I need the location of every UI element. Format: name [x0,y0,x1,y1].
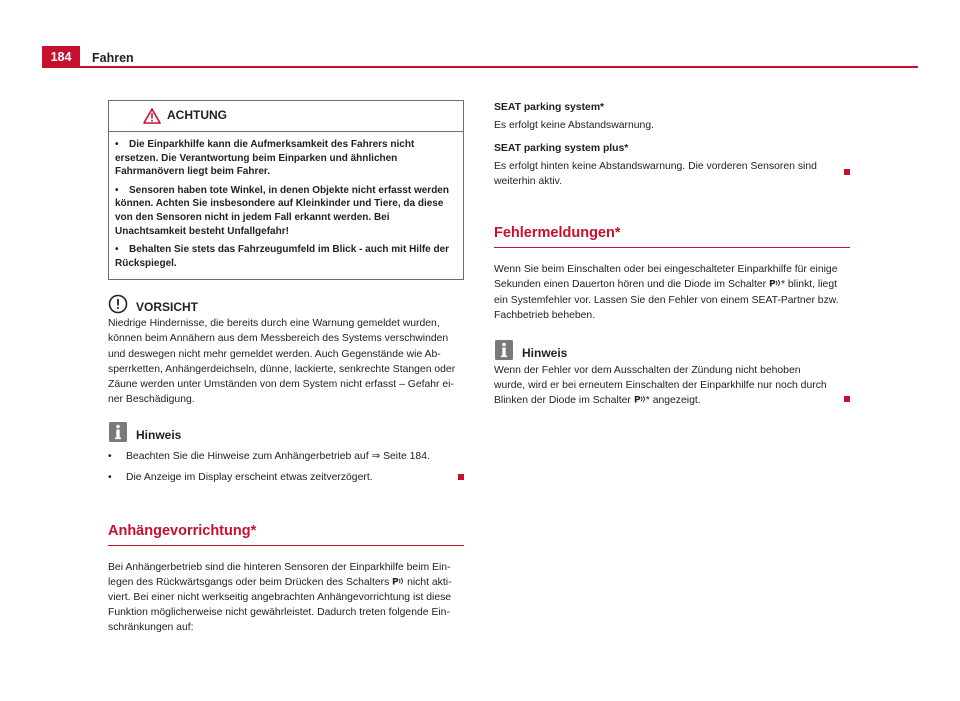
hint-item: • Beachten Sie die Hinweise zum Anhängerbetrieb auf ⇒ Seite 184. [108,449,464,464]
parking-switch-icon [392,576,404,586]
svg-text:P: P [768,279,776,289]
seat-plus-text: Es erfolgt hinten keine Abstandswarnung. Die vorderen Sensoren sind weiterhin aktiv. [494,161,817,188]
trailer-section-title: Anhängevorrichtung* [108,521,464,546]
hint-header [494,339,850,361]
section-end-mark [844,396,850,402]
hint-title: Hinweis [136,428,182,443]
left-column [108,100,464,635]
page-number: 184 [42,46,80,68]
info-icon [108,421,128,443]
errors-section-title: Fehlermeldungen* [494,223,850,248]
warning-item: • Behalten Sie stets das Fahrzeugumfeld im Blick - auch mit Hilfe der Rückspiegel. [115,244,450,269]
svg-text:P: P [392,577,399,587]
info-icon [494,339,514,361]
svg-text:P: P [633,395,641,404]
trailer-text: Bei Anhängerbetrieb sind die hinteren Sensoren der Einparkhilfe beim Einlegen des Rückwärtsgangs oder beim Drücken des Schalters P nicht aktiviert. Bei einer nicht werkseitig angebrachten Anhängevorrichtung ist diese Funktion möglicherweise nicht gewährleistet. Dadurch treten folgende Einschränkungen auf: [108,561,452,634]
hint2-row [494,361,850,408]
hint-header [108,421,464,443]
hint2-text: Wenn der Fehler vor dem Ausschalten der Zündung nicht behoben wurde, wird er bei erneutem Einschalten der Einparkhilfe nur noch durch Blinken der Diode im Schalter P * angezeigt. [494,364,827,406]
chapter-title: Fahren [92,51,134,65]
bullet-icon: • [115,184,119,196]
parking-switch-icon [634,394,646,404]
bullet-icon: • [108,471,112,483]
section-end-mark [458,474,464,480]
seat-system-title: SEAT parking system* [494,102,605,113]
right-column [494,100,850,408]
caution-header [108,294,464,314]
hint-title: Hinweis [522,346,568,361]
seat-plus-row [494,156,850,189]
errors-text: Wenn Sie beim Einschalten oder bei eingeschalteter Einparkhilfe für einige Sekunden einen Dauerton hören und die Diode im Schalter P * blinkt, liegt ein Systemfehler vor. Lassen Sie den Fehler von einem SEAT-Partner bzw. Fachbetrieb beheben. [494,264,839,321]
parking-switch-icon [769,278,781,288]
bullet-icon: • [108,450,112,462]
seat-system-text: Es erfolgt keine Abstandswarnung. [494,120,654,132]
warning-item: • Die Einparkhilfe kann die Aufmerksamkeit des Fahrers nicht ersetzen. Die Verantwortung beim Einparken und ähnlichen Fahrmanövern liegt beim Fahrer. [115,139,415,178]
bullet-icon: • [115,139,119,150]
bullet-icon: • [115,244,119,256]
warning-triangle-icon [143,108,161,124]
hint-item: • Die Anzeige im Display erscheint etwas zeitverzögert. [108,470,464,485]
header-rule [42,66,918,68]
caution-title: VORSICHT [136,299,199,314]
caution-text: Niedrige Hindernisse, die bereits durch eine Warnung gemeldet wurden, können beim Annähern aus dem Messbereich des Systems verschwinden und deswegen nicht mehr gemeldet werden. Auch Gegenstände wie Absperrketten, Anhängerdeichseln, dünne, lackierte, senkrechte Stangen oder Zäune werden unter Umständen von dem System nicht erfasst – Gefahr einer Beschädigung. [108,318,456,405]
section-end-mark [844,169,850,175]
exclamation-circle-icon [108,294,128,314]
warning-box [108,100,464,280]
seat-plus-title: SEAT parking system plus* [494,143,629,155]
warning-header [109,101,463,132]
warning-body [109,132,463,279]
warning-item: • Sensoren haben tote Winkel, in denen Objekte nicht erfasst werden können. Achten Sie insbesondere auf Kleinkinder und Tiere, da diese von den Sensoren nicht in jedem Fall erkannt werden. Bei Unachtsamkeit besteht Unfallgefahr! [115,184,449,237]
warning-title: ACHTUNG [167,108,227,123]
